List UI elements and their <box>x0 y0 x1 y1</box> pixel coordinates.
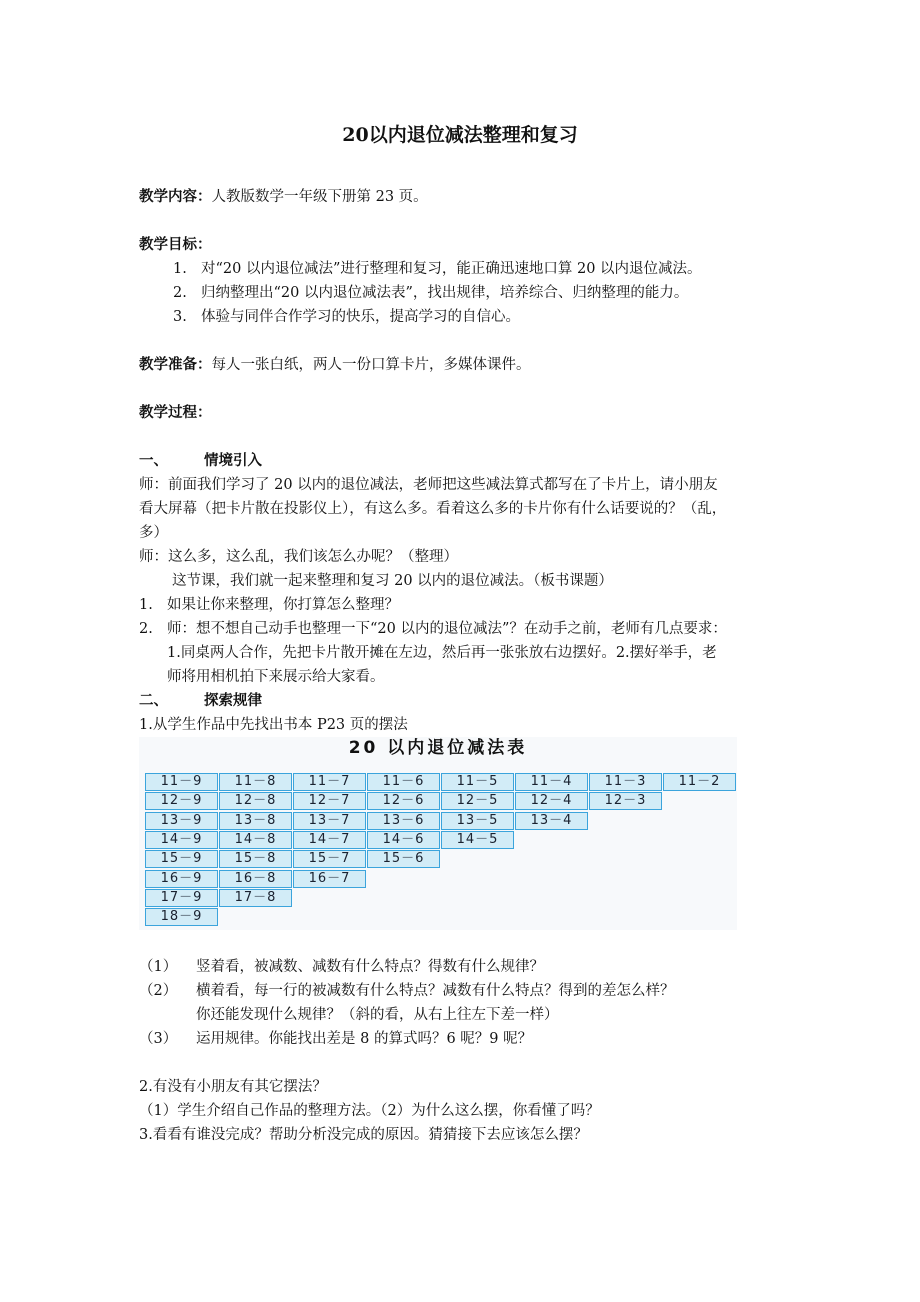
question-2-continuation: 你还能发现什么规律？（斜的看，从右上往左下差一样） <box>196 1007 559 1023</box>
table-cell: 17－9 <box>145 889 218 907</box>
table-cell: 13－9 <box>145 812 218 830</box>
table-cell: 11－4 <box>515 773 588 791</box>
table-cell: 11－5 <box>441 773 514 791</box>
table-cell: 15－9 <box>145 850 218 868</box>
table-cell: 11－9 <box>145 773 218 791</box>
table-cell: 14－5 <box>441 831 514 849</box>
question-3-number: （3） <box>139 1031 178 1047</box>
table-cell: 18－9 <box>145 908 218 926</box>
goals-label: 教学目标： <box>139 236 212 253</box>
paragraph-2: 师：这么多，这么乱，我们该怎么办呢？（整理） <box>139 549 458 565</box>
list-item-2-line-3: 师将用相机拍下来展示给大家看。 <box>167 669 385 685</box>
list-item-1-number: 1. <box>139 597 153 613</box>
table-cell: 13－5 <box>441 812 514 830</box>
table-cell: 12－8 <box>219 792 292 810</box>
table-cell: 17－8 <box>219 889 292 907</box>
list-item-2-line-1: 师：想不想自己动手也整理一下“20 以内的退位减法”？在动手之前，老师有几点要求： <box>167 621 727 637</box>
table-cell: 11－7 <box>293 773 366 791</box>
question-2-text: 横着看，每一行的被减数有什么特点？减数有什么特点？得到的差怎么样？ <box>196 983 675 999</box>
section-2-item-1: 1.从学生作品中先找出书本 P23 页的摆法 <box>139 717 408 733</box>
table-cell: 16－7 <box>293 870 366 888</box>
question-1-number: （1） <box>139 959 178 975</box>
section-2-item-2-detail: （1）学生介绍自己作品的整理方法。（2）为什么这么摆，你看懂了吗？ <box>139 1103 600 1119</box>
content-line <box>139 186 428 208</box>
section-1-title: 情境引入 <box>204 452 262 469</box>
table-cell: 11－2 <box>663 773 736 791</box>
table-cell: 15－7 <box>293 850 366 868</box>
goal-text-1: 对“20 以内退位减法”进行整理和复习，能正确迅速地口算 20 以内退位减法。 <box>201 261 702 277</box>
table-cell: 12－4 <box>515 792 588 810</box>
goal-num-1: 1. <box>173 261 187 277</box>
subtraction-table-title: 20 以内退位减法表 <box>348 738 528 758</box>
goal-text-2: 归纳整理出“20 以内退位减法表”，找出规律，培养综合、归纳整理的能力。 <box>201 285 689 301</box>
content-label: 教学内容： <box>139 188 212 205</box>
list-item-2-number: 2. <box>139 621 153 637</box>
question-1-text: 竖着看，被减数、减数有什么特点？得数有什么规律？ <box>196 959 544 975</box>
paragraph-1-line-3: 多） <box>139 525 168 541</box>
table-cell: 14－7 <box>293 831 366 849</box>
paragraph-1-line-2: 看大屏幕（把卡片散在投影仪上），有这么多。看着这么多的卡片你有什么话要说的？（乱， <box>139 501 727 517</box>
table-cell: 15－6 <box>367 850 440 868</box>
table-cell: 11－8 <box>219 773 292 791</box>
table-cell: 12－7 <box>293 792 366 810</box>
paragraph-1-line-1: 师：前面我们学习了 20 以内的退位减法，老师把这些减法算式都写在了卡片上，请小朋友 <box>139 477 718 493</box>
section-2-item-3: 3.看看有谁没完成？帮助分析没完成的原因。猜猜接下去应该怎么摆？ <box>139 1127 588 1143</box>
table-cell: 14－6 <box>367 831 440 849</box>
table-cell: 12－5 <box>441 792 514 810</box>
question-2-number: （2） <box>139 983 178 999</box>
table-cell: 14－9 <box>145 831 218 849</box>
question-3-text: 运用规律。你能找出差是 8 的算式吗？6 呢？9 呢？ <box>196 1031 533 1047</box>
table-cell: 12－9 <box>145 792 218 810</box>
section-2-number: 二、 <box>139 692 168 709</box>
prep-line <box>139 354 531 376</box>
table-cell: 11－3 <box>589 773 662 791</box>
list-item-1-text: 如果让你来整理，你打算怎么整理？ <box>167 597 399 613</box>
section-2-title: 探索规律 <box>204 692 262 709</box>
table-cell: 13－6 <box>367 812 440 830</box>
goal-text-3: 体验与同伴合作学习的快乐，提高学习的自信心。 <box>201 309 520 325</box>
list-item-2-line-2: 1.同桌两人合作，先把卡片散开摊在左边，然后再一张张放右边摆好。2.摆好举手，老 <box>167 645 717 661</box>
table-cell: 16－8 <box>219 870 292 888</box>
document-title: 20以内退位减法整理和复习 <box>342 124 578 146</box>
paragraph-3: 这节课，我们就一起来整理和复习 20 以内的退位减法。（板书课题） <box>172 573 613 589</box>
table-cell: 14－8 <box>219 831 292 849</box>
content-text: 人教版数学一年级下册第 23 页。 <box>211 189 428 205</box>
goal-num-3: 3. <box>173 309 187 325</box>
table-cell: 13－4 <box>515 812 588 830</box>
table-cell: 12－3 <box>589 792 662 810</box>
section-1-number: 一、 <box>139 452 168 469</box>
table-cell: 11－6 <box>367 773 440 791</box>
section-2-item-2: 2.有没有小朋友有其它摆法？ <box>139 1079 327 1095</box>
subtraction-table <box>139 737 737 930</box>
prep-text: 每人一张白纸，两人一份口算卡片，多媒体课件。 <box>211 357 531 373</box>
goal-num-2: 2. <box>173 285 187 301</box>
table-cell: 13－7 <box>293 812 366 830</box>
table-cell: 15－8 <box>219 850 292 868</box>
prep-label: 教学准备： <box>139 356 212 373</box>
table-cell: 13－8 <box>219 812 292 830</box>
process-label: 教学过程： <box>139 404 212 421</box>
table-cell: 12－6 <box>367 792 440 810</box>
table-cell: 16－9 <box>145 870 218 888</box>
